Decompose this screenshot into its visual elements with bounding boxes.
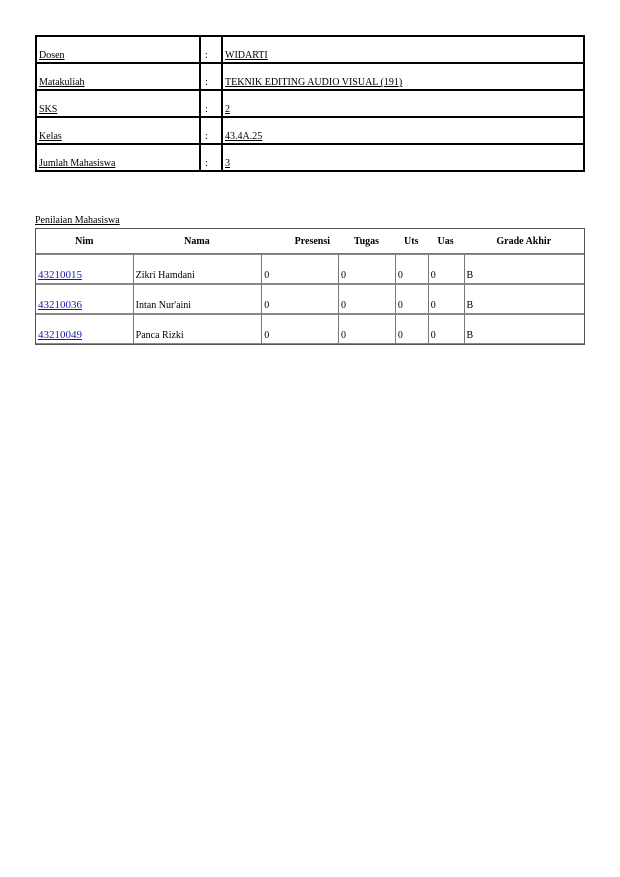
- uas-cell: 0: [428, 314, 464, 344]
- presensi-cell: 0: [261, 284, 338, 314]
- tugas-cell: 0: [338, 284, 395, 314]
- nama-cell: Intan Nur'aini: [133, 284, 262, 314]
- info-value: TEKNIK EDITING AUDIO VISUAL (191): [222, 63, 584, 90]
- grade-cell: B: [464, 284, 584, 314]
- column-header-tugas: Tugas: [338, 229, 395, 254]
- info-value: 3: [222, 144, 584, 171]
- column-header-uts: Uts: [395, 229, 428, 254]
- grade-cell: B: [464, 314, 584, 344]
- column-header-presensi: Presensi: [261, 229, 338, 254]
- grade-cell: B: [464, 254, 584, 284]
- uas-cell: 0: [428, 284, 464, 314]
- grades-table: [35, 228, 585, 345]
- table-row: [36, 314, 584, 344]
- presensi-cell: 0: [261, 314, 338, 344]
- column-header-grade-akhir: Grade Akhir: [464, 229, 584, 254]
- info-separator: :: [200, 90, 222, 117]
- nim-link[interactable]: 43210036: [38, 299, 82, 311]
- column-header-nim: Nim: [36, 229, 133, 254]
- nim-link[interactable]: 43210015: [38, 269, 82, 281]
- table-row: [36, 284, 584, 314]
- info-label: Jumlah Mahasiswa: [36, 144, 200, 171]
- info-row-matakuliah: [36, 63, 584, 90]
- info-label: SKS: [36, 90, 200, 117]
- course-info-table: [35, 35, 585, 172]
- tugas-cell: 0: [338, 314, 395, 344]
- info-row-dosen: [36, 36, 584, 63]
- uts-cell: 0: [395, 284, 428, 314]
- tugas-cell: 0: [338, 254, 395, 284]
- info-separator: :: [200, 144, 222, 171]
- uas-cell: 0: [428, 254, 464, 284]
- info-value: 2: [222, 90, 584, 117]
- info-row-sks: [36, 90, 584, 117]
- info-value: 43.4A.25: [222, 117, 584, 144]
- info-separator: :: [200, 63, 222, 90]
- info-label: Kelas: [36, 117, 200, 144]
- info-label: Dosen: [36, 36, 200, 63]
- info-row-kelas: [36, 117, 584, 144]
- info-separator: :: [200, 36, 222, 63]
- info-row-jumlah-mahasiswa: [36, 144, 584, 171]
- nim-cell: [36, 314, 133, 344]
- uts-cell: 0: [395, 314, 428, 344]
- nim-cell: [36, 284, 133, 314]
- info-value: WIDARTI: [222, 36, 584, 63]
- nama-cell: Zikri Hamdani: [133, 254, 262, 284]
- column-header-uas: Uas: [428, 229, 464, 254]
- nim-cell: [36, 254, 133, 284]
- uts-cell: 0: [395, 254, 428, 284]
- table-header-row: [36, 229, 584, 254]
- nim-link[interactable]: 43210049: [38, 329, 82, 341]
- presensi-cell: 0: [261, 254, 338, 284]
- section-title: Penilaian Mahasiswa: [35, 215, 120, 226]
- info-label: Matakuliah: [36, 63, 200, 90]
- info-separator: :: [200, 117, 222, 144]
- column-header-nama: Nama: [133, 229, 262, 254]
- table-row: [36, 254, 584, 284]
- nama-cell: Panca Rizki: [133, 314, 262, 344]
